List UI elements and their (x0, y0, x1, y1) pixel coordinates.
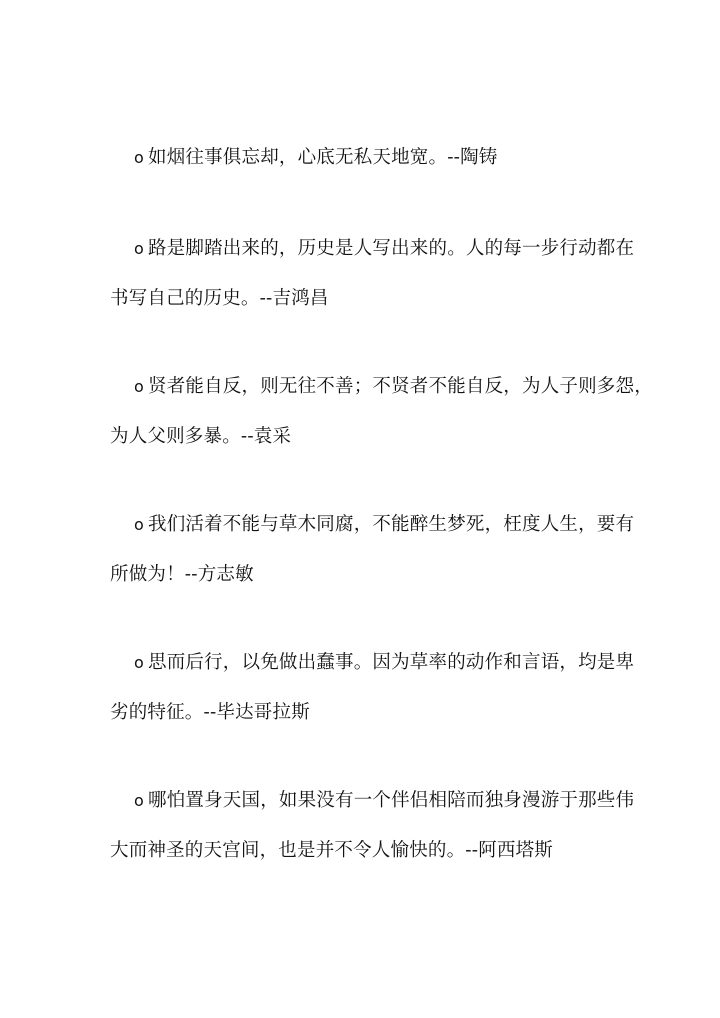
quote-line (110, 776, 635, 826)
quote-paragraph (110, 638, 635, 738)
quote-paragraph (110, 133, 615, 183)
quote-text: 我们活着不能与草木同腐，不能醉生梦死，枉度人生，要有 (148, 514, 635, 535)
quote-line: 所做为！--方志敏 (110, 564, 254, 585)
quote-line: 书写自己的历史。--吉鸿昌 (110, 288, 329, 309)
quote-line: 劣的特征。--毕达哥拉斯 (110, 702, 310, 723)
quote-text: 路是脚踏出来的，历史是人写出来的。人的每一步行动都在 (148, 238, 635, 259)
quote-line (110, 133, 615, 183)
bullet-icon: o (134, 377, 144, 396)
quote-text: 哪怕置身天国，如果没有一个伴侣相陪而独身漫游于那些伟 (148, 790, 635, 811)
quote-line (110, 362, 653, 412)
quote-line (110, 638, 635, 688)
quote-text: 如烟往事俱忘却，心底无私天地宽。--陶铸 (148, 147, 498, 168)
quote-paragraph (110, 776, 635, 876)
quote-line: 为人父则多暴。--袁采 (110, 426, 292, 447)
bullet-icon: o (134, 653, 144, 672)
quote-text: 思而后行，以免做出蠢事。因为草率的动作和言语，均是卑 (148, 652, 635, 673)
quote-line: 大而神圣的天宫间，也是并不令人愉快的。--阿西塔斯 (110, 840, 554, 861)
quote-line (110, 224, 635, 274)
bullet-icon: o (134, 791, 144, 810)
bullet-icon: o (134, 239, 144, 258)
bullet-icon: o (134, 148, 144, 167)
quote-paragraph (110, 362, 653, 462)
quote-paragraph (110, 500, 635, 600)
quote-paragraph (110, 224, 635, 324)
bullet-icon: o (134, 515, 144, 534)
quote-text: 贤者能自反，则无往不善；不贤者不能自反，为人子则多怨， (148, 376, 653, 397)
quote-line (110, 500, 635, 550)
